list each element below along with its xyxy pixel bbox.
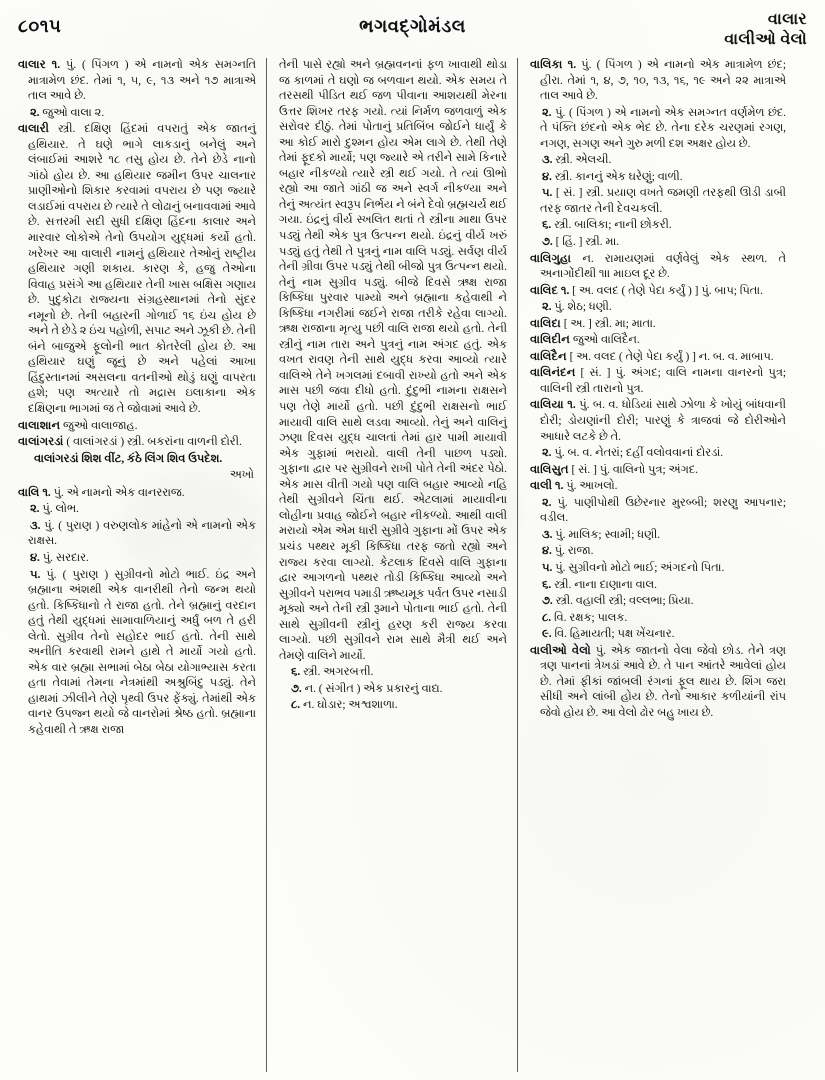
dictionary-entry — [530, 644, 786, 722]
entry-definition: [ અ. ] સ્ત્રી. મા; માતા. — [560, 317, 656, 330]
sense-definition: વિ. રક્ષક; પાલક. — [551, 611, 628, 624]
entry-sense — [530, 170, 786, 186]
entry-sense — [18, 568, 256, 739]
citation-author: અખો — [229, 469, 254, 482]
entry-headword: વાલિનંદન — [530, 367, 576, 380]
sense-definition: [ સં. ] સ્ત્રી. પ્રયાણ વખતે જમણી તરફથી ઊડી ડાબી તરફ જાતર તેની દેવચકલી. — [540, 187, 786, 215]
column-one — [18, 58, 266, 1072]
column-two — [267, 58, 517, 1072]
entry-sense — [18, 519, 256, 550]
entry-headword: વાલાશાન — [18, 419, 61, 432]
entry-definition: પું. આખલો. — [563, 480, 618, 493]
sense-definition: ન. ઘોડાર; અશ્વશાળા. — [300, 699, 398, 712]
sense-number: ૨. — [542, 496, 552, 509]
entry-definition: પું. એ નામનો એક વાનરરાજ. — [50, 486, 185, 499]
sense-definition: સ્ત્રી. એલચી. — [552, 154, 612, 167]
entry-sense — [279, 698, 507, 714]
entry-headword: વાલાંગરડાં — [18, 436, 64, 449]
sense-number: ૩. — [30, 519, 41, 532]
dictionary-entry — [530, 252, 786, 283]
entry-headword: વાલિદા — [530, 317, 561, 330]
guide-word-last: વાલીઓ વેલો — [724, 31, 807, 48]
entry-sense — [530, 611, 786, 627]
entry-definition: [ સં. ] પું. અંગદ; વાલિ નામના વાનરનો પુત્ર; વાલિની સ્ત્રી તારાનો પુત્ર. — [540, 367, 786, 395]
sense-number: ૧. — [558, 284, 570, 297]
sense-definition: [ હિં. ] સ્ત્રી. મા. — [552, 236, 620, 249]
entry-sense — [530, 561, 786, 577]
entry-definition: પું. એક જાતનો વેલા જેવો છોડ. તેને ત્રણ ત્રણ પાનનાં ત્રેખડાં આવે છે. તે પાન આંતરે આવેલાં હોય છે. તેમાં ફીકાં જાંબલી રંગનાં ફૂલ થાય છે. શિંગ જરા સીધી અને લાંબી હોય છે. તેનો આકાર કળીયાંની રાંપ જેવો હોય છે. આ વેલો ઢોર બહુ ખાય છે. — [540, 644, 786, 719]
sense-number: ૧. — [552, 480, 564, 493]
sense-number: ૬. — [291, 666, 301, 679]
entry-headword: વાલિયા — [530, 399, 564, 412]
sense-number: ૧. — [39, 486, 51, 499]
sense-number: ૧. — [45, 59, 61, 71]
sense-number: ૭. — [542, 595, 553, 608]
sense-number: ૪. — [30, 551, 40, 564]
sense-definition: પું. સુગ્રીવનો મોટો ભાઈ; અંગદનો પિતા. — [552, 561, 725, 574]
entry-definition: [ સં. ] પું. વાલિનો પુત્ર; અંગદ. — [568, 463, 699, 476]
sense-number: ૨. — [542, 447, 552, 460]
sense-definition: સ્ત્રી. નાના દાણાના વાલ. — [551, 578, 658, 591]
entry-sense — [530, 578, 786, 594]
guide-words — [724, 10, 807, 50]
sense-definition: પું. રાજા. — [551, 545, 594, 558]
entry-sense — [18, 106, 256, 122]
entry-sense — [279, 665, 507, 681]
sense-definition: સ્ત્રી. કાનનું એક ઘરેણું; વાળી. — [551, 170, 683, 183]
running-head — [0, 0, 825, 52]
sense-definition: પું. માલિક; સ્વામી; ધણી. — [552, 528, 661, 541]
sense-number: ૯. — [542, 628, 552, 641]
entry-sense — [530, 496, 786, 527]
sense-definition: વિ. હિમાયતી; પક્ષ ખેંચનાર. — [551, 628, 675, 641]
book-title: ભગવદ્ગોમંડલ — [359, 16, 466, 36]
sense-definition: સ્ત્રી. વહાલી સ્ત્રી; વલ્લભા; પ્રિયા. — [552, 595, 694, 608]
dictionary-entry — [530, 317, 786, 333]
sense-number: ૪. — [542, 170, 552, 183]
entry-definition: [ અ. વલદ ( તેણે પેદા કર્યું ) ] પું. બાપ; પિતા. — [569, 284, 763, 297]
sense-definition: પું. સરદાર. — [39, 551, 89, 564]
sense-definition: પું. બ. વ. નેતરાં; દહીં વલોવવાનાં દોરડાં. — [551, 447, 724, 460]
sense-number: ૩. — [542, 528, 553, 541]
dictionary-entry — [530, 479, 786, 495]
sense-number: ૫. — [542, 561, 553, 574]
dictionary-entry — [18, 419, 256, 435]
sense-number: ૭. — [291, 682, 302, 695]
sense-number: ૭. — [542, 236, 553, 249]
entry-definition: જુઓ વાલાજાહ. — [60, 419, 138, 432]
entry-sense — [530, 218, 786, 234]
sense-definition: જુઓ વાલા ૨. — [39, 106, 105, 119]
entry-headword: વાલીઓ વેલો — [530, 644, 591, 657]
dictionary-entry — [530, 58, 786, 105]
entry-sense — [279, 682, 507, 698]
sense-number: ૮. — [291, 699, 301, 712]
entry-headword: વાલિદૈન — [530, 350, 567, 363]
sense-definition: પું. શેઠ; ધણી. — [551, 301, 612, 314]
column-three — [518, 58, 786, 1072]
entry-definition: [ અ. વલદ ( તેણે પેદા કર્યું ) ] ન. બ. વ. માબાપ. — [566, 350, 774, 363]
entry-definition: ન. રામાયણમાં વર્ણવેલું એક સ્થળ. તે અનાગોંદીથી ૧॥ માઇલ દૂર છે. — [540, 252, 786, 281]
guide-word-first: વાલાર — [767, 11, 807, 28]
dictionary-entry — [18, 122, 256, 417]
dictionary-entry — [530, 463, 786, 479]
sense-number: ૨. — [30, 106, 40, 119]
entry-headword: વાલિકા — [530, 59, 563, 71]
entry-sense — [530, 300, 786, 316]
entry-headword: વાલાર — [18, 59, 46, 71]
sense-number: ૬. — [542, 219, 552, 232]
entry-headword: વાલી — [530, 480, 553, 493]
entry-headword: વાલિસુત — [530, 463, 569, 476]
sense-number: ૨. — [542, 301, 552, 314]
sense-definition: પું. પાણીપોથી ઉછેરનાર મુરબ્બી; શરણુ આપનાર; વડીલ. — [540, 496, 786, 525]
dictionary-entry — [530, 350, 786, 366]
entry-sense — [530, 186, 786, 217]
sense-definition: પું. લોભ. — [39, 503, 79, 516]
entry-sense — [530, 627, 786, 643]
entry-sense — [530, 594, 786, 610]
entry-definition: ( વાલાંગરડાં ) સ્ત્રી. બકરાંના વાળની દોરી. — [63, 436, 242, 449]
entry-definition: જુઓ વાલિદૈન. — [569, 334, 640, 347]
body-paragraph: તેની પાસે રહ્યો અને બ્રહ્મવનનાં ફળ ખાવાથી થોડા જ કાળમાં તે ઘણો જ બળવાન થયો. એક સમય તે તરસથી પીડિત થઈ જળ પીવાના આશયથી મેરના ઉત્તર શિખર તરફ ગયો. ત્યાં નિર્મળ જળવાળું એક સરોવર દીઠું. તેમાં પોતાનું પ્રતિબિંબ જોઈને ધાર્યું કે આ કોઈ મારો દુશ્મન હોય એમ લાગે છે. તેથી તેણે તેમાં ફૂદકો માર્યો; પણ જ્યારે એ તરીને સામે કિનારે બહાર નીકળ્યો ત્યારે સ્ત્રી થઈ ગયો. તે ત્યાં ઊભો રહ્યો આ જાતે ગાંઠી જ અને સ્વર્ગ નીકળ્યા અને તેનું અત્યંત સ્વરૂપ નિર્ભય ને બંને દેવો બ્રહ્મચર્ય થઈ ગયા. ઇંદ્રનું વીર્ય સ્ખલિત થતાં તે સ્ત્રીના માથા ઉપર પડ્યું તેથી એક પુત્ર ઉત્પન્ન થયો. ઇંદ્રનું વીર્ય ખરું પડ્યું હતું તેથી તે પુત્રનું નામ વાલિ પડ્યું. સર્વણ વીર્ય તેની ગ્રીવા ઉપર પડ્યું તેથી બીજો પુત્ર ઉત્પન્ન થયો. તેનું નામ સુગ્રીવ પડ્યું. બીજે દિવસે ઋક્ષ રાજા કિષ્કિંધા પુરવાર પામ્યો અને બ્રહ્માના કહેવાથી ને કિષ્કિંધા નગરીમાં જઈને રાજા તરીકે રહેવા લાગ્યો. ઋક્ષ રાજાના મૃત્યુ પછી વાલિ રાજા થયો હતો. તેની સ્ત્રીનું નામ તારા અને પુત્રનું નામ અંગદ હતું. એક વખત રાવણ તેની સાથે યુદ્ધ કરવા આવ્યો ત્યારે વાલિએ તેને ખગલમાં દબાવી રાખ્યો હતો અને એક માસ પછી જવા દીધો હતો. દુંદુભી નામના રાક્ષસને પણ તેણે માર્યો હતો. પછી દુંદુભી રાક્ષસનો ભાઈ માયાવી વાલિ સાથે લડવા આવ્યો. તેનું અને વાલિનું ઝણા દિવસ યુદ્ધ ચાલતાં તેમાં હાર પામી માયાવી એક ગુફામાં ભરાયો. વાલી તેની પાછળ પડ્યો. ગુફાના દ્વાર પર સુગ્રીવને રાખી પોતે તેની અંદર પેઠો. એક માસ વીતી ગયો પણ વાલિ બહાર આવ્યો નહિ તેથી સુગ્રીવને ચિંતા થઈ. એટલામાં માયાવીના લોહીના પ્રવાહ જોઈને બહાર નીકળ્યો. આથી વાલી મરાયો એમ એમ ધારી સુગ્રીવે ગુફાના મોં ઉપર એક પ્રચંડ પથ્થર મૂકી કિષ્કિંધા તરફ જતો રહ્યો અને રાજ્ય કરવા લાગ્યો. કેટલાક દિવસે વાલિ ગુફાના દ્વાર આગળનો પથ્થર તોડી કિષ્કિંધા આવ્યો અને સુગ્રીવને પરાભવ પમાડી ઋષ્યમૂક પર્વત ઉપર નસાડી મૂક્યો અને તેની સ્ત્રી રૂમાને પોતાના ભાઈ હતો. તેની સાથે સુગ્રીવની સ્ત્રીનું હરણ કરી રાજ્ય કરવા લાગ્યો. પછી સુગ્રીવને રામ સાથે મૈત્રી થઈ અને તેમણે વાલિને માર્યો. — [279, 59, 507, 662]
sense-number: ૧. — [563, 399, 576, 412]
sense-definition: સ્ત્રી. અગરબત્તી. — [300, 666, 374, 679]
entry-sense — [530, 153, 786, 169]
dictionary-entry — [530, 333, 786, 349]
entry-headword: વાલિદ — [530, 284, 559, 297]
text-columns — [18, 58, 811, 1072]
entry-headword: વાલિ — [18, 486, 40, 499]
sense-number: ૪. — [542, 545, 552, 558]
dictionary-entry — [530, 398, 786, 445]
dictionary-entry — [530, 284, 786, 300]
entry-sense — [530, 446, 786, 462]
sense-number: ૨. — [542, 106, 552, 119]
entry-definition: સ્ત્રી. દક્ષિણ હિંદમાં વપરાતું એક જાતનું હથિયાર. તે ઘણે ભાગે લાકડાનું બનેલું અને લંબાઈમાં આશરે ૧૮ તસુ હોય છે. તેને છેડે નાનો ગાંઠો હોય છે. આ હથિયાર જમીન ઉપર ચાલનાર પ્રાણીઓનો શિકાર કરવામાં વપરાય છે પણ જ્યારે લડાઈમાં વપરાય છે ત્યારે તે લોઢાનું બનાવવામાં આવે છે. સત્તરમી સદી સુધી દક્ષિણ હિંદના કાલાર અને મારવાર લોકોએ તેનો ઉપયોગ યુદ્ધમાં કર્યો હતો. ખરેખર આ વાલારી નામનું હથિયાર તેઓનું રાષ્ટ્રીય હથિયાર ગણી શકાય. કારણ કે, હજુ તેઓના વિવાહ પ્રસંગે આ હથિયાર તેની ખાસ બક્ષિસ ગણાય છે. પુદુકોટા રાજ્યના સંગ્રહસ્થાનમાં તેનો સુંદર નમૂનો છે. તેની બહારની ગોળાઈ ૧૬ ઇંચ હોય છે અને તે છેડે ૨ ઇંચ પહોળી, સપાટ અને ઝૂકી છે. તેની બંને બાજુએ ફૂલોની ભાત કોતરેલી હોય છે. આ હથિયાર ઘણું જૂનું છે અને પહેલાં આખા હિંદુસ્તાનમાં અસલના વતનીઓ થોડું ઘણું વાપરતા હશે; પણ અત્યારે તો મદ્રાસ ઇલાકાના એક દક્ષિણના ભાગમાં જ તે જોવામાં આવે છે. — [28, 123, 256, 416]
sense-definition: પું. ( પુરાણ ) સુગ્રીવનો મોટો ભાઈ. ઇંદ્ર અને બ્રહ્માના અંશથી એક વાનરીથી તેનો જન્મ થયો હતો. કિષ્કિંધાનો તે રાજા હતો. તેને બ્રહ્માનું વરદાન હતું તેથી યુદ્ધમાં સામાવાળિયાનું અર્ધું બળ તે હરી લેતો. સુગ્રીવ તેનો સહોદર ભાઈ હતો. તેની સાથે અનીતિ કરવાથી રામને હાથે તે માર્યો ગયો હતો. એક વાર બ્રહ્મા સભામાં બેઠા બેઠા યોગાભ્યાસ કરતા હતા તેવામાં તેમના નેત્રમાંથી અશ્રુબિંદુ પડ્યું. તેને હાથમાં ઝીલીને તેણે પૃથ્વી ઉપર ફેંક્યું. તેમાંથી એક વાનર ઉપજ્ન થયો જે વાનરોમાં શ્રેષ્ઠ હતો. બ્રહ્માના કહેવાથી તે ઋક્ષ રાજા — [28, 568, 256, 736]
entry-sense — [530, 544, 786, 560]
sense-definition: ન. ( સંગીત ) એક પ્રકારનું વાદ્ય. — [301, 682, 443, 695]
sense-definition: પું. ( પુરાણ ) વરુણલોક માંહેનો એ નામનો એક રાક્ષસ. — [28, 519, 256, 548]
entry-sense — [18, 551, 256, 567]
entry-definition: પું. ( પિંગળ ) એ નામનો એક માત્રામેળ છંદ; હીરા. તેમાં ૧, ૪, ૭, ૧૦, ૧૩, ૧૬, ૧૯ અને ૨૨ માત્રાએ તાલ આવે છે. — [540, 59, 786, 103]
entry-headword: વાલિદીન — [530, 334, 570, 347]
sense-definition: સ્ત્રી. બાલિકા; નાની છોકરી. — [551, 219, 672, 232]
sense-number: ૩. — [542, 154, 553, 167]
page-number: ૮૦૧૫ — [18, 16, 62, 36]
sense-number: ૬. — [542, 578, 552, 591]
entry-headword: વાલારી — [18, 123, 50, 136]
sense-number: ૨. — [30, 503, 40, 516]
entry-sense — [530, 528, 786, 544]
dictionary-entry — [530, 366, 786, 397]
sense-number: ૫. — [30, 568, 41, 581]
sense-number: ૫. — [542, 187, 553, 200]
sense-number: ૮. — [542, 611, 552, 624]
sense-number: ૧. — [562, 59, 577, 71]
sense-definition: પું. ( પિંગળ ) એ નામનો એક સમગ્નત વર્ણમેળ છંદ. તે પંક્તિ છંદનો એક ભેદ છે. તેના દરેક ચરણમાં રગણ, નગણ, સગણ અને ગુરુ મળી દશ અક્ષર હોય છે. — [540, 106, 786, 150]
entry-headword: વાલિગુહા — [530, 252, 572, 265]
entry-sense — [530, 235, 786, 251]
citation-quote: વાલાંગરડાં શિશ વીંટ, કંઠે લિંગ શિવ ઉપદેશ. — [34, 452, 223, 465]
entry-definition: પું. બ. વ. ધોડિયાં સાથે ઝોળા કે ખોયું બાંધવાની દોરી; ડોયણાંની દોરી; પારણું કે ત્રાજવાં જે દોરીઓને આધારે લટકે છે તે. — [540, 399, 786, 443]
dictionary-entry — [18, 435, 256, 451]
entry-sense — [530, 106, 786, 153]
dictionary-entry — [18, 486, 256, 502]
entry-definition: પું. ( પિંગળ ) એ નામનો એક સમગ્નતિ માત્રામેળ છંદ. તેમાં ૧, ૫, ૯, ૧૩ અને ૧૭ માત્રાએ તાલ આવે છે. — [28, 59, 257, 103]
dictionary-entry — [18, 58, 256, 105]
entry-sense — [18, 502, 256, 518]
